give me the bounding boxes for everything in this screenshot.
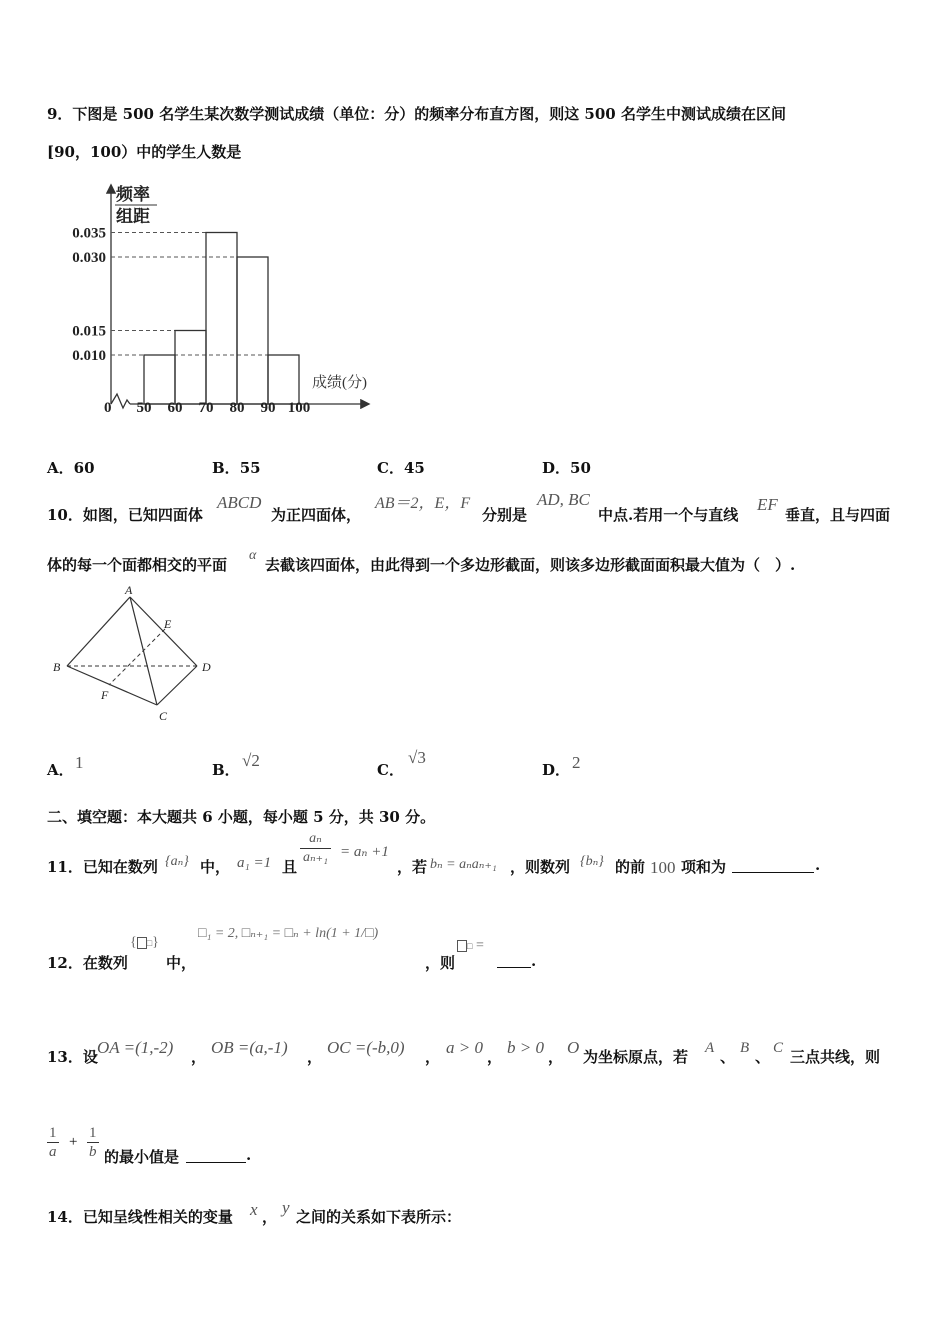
- q14-x: x: [250, 1200, 258, 1219]
- q10-alpha: α: [249, 548, 257, 563]
- q9-option-a: A．60: [47, 459, 95, 477]
- label-e: E: [164, 617, 172, 631]
- q10-option-c-letter: C．: [377, 761, 404, 779]
- label-a: A: [125, 583, 133, 597]
- q13-sep2: 、: [755, 1048, 771, 1066]
- q11-eq: = aₙ +1: [340, 844, 389, 860]
- q11-a1: a₁ =1: [237, 855, 272, 871]
- q13-comma4: ，: [487, 1048, 503, 1066]
- section-heading: 二、填空题：本大题共 6 小题，每小题 5 分，共 30 分。: [47, 808, 436, 826]
- q11-text1: 11．已知在数列: [47, 858, 158, 876]
- q13-plus: +: [69, 1134, 78, 1150]
- q14-text2: 之间的关系如下表所示：: [296, 1208, 462, 1226]
- q13-text1: 13．设: [47, 1048, 98, 1066]
- q13-ob: OB =(a,-1): [211, 1038, 288, 1057]
- x-axis-break: [111, 394, 130, 408]
- q11-frac-num: aₙ: [309, 831, 322, 846]
- q13-comma5: ，: [548, 1048, 564, 1066]
- q11-fraction: [300, 830, 331, 867]
- q11-seq: {aₙ}: [165, 854, 189, 869]
- q13-frac-1a: [47, 1124, 59, 1161]
- q10-text7: 去截该四面体，由此得到一个多边形截面，则该多边形截面面积最大值为（ ）.: [265, 556, 796, 574]
- x-tick-label: 60: [167, 400, 183, 416]
- histogram-bar: [268, 355, 299, 404]
- q10-ab: AB＝2，E，F: [375, 495, 471, 512]
- x-tick-label: 70: [198, 400, 214, 416]
- q13-frac-1b: [87, 1124, 99, 1161]
- q10-text3: 分别是: [482, 506, 528, 524]
- q10-text6: 体的每一个面都相交的平面: [47, 556, 228, 574]
- q13-end: .: [246, 1146, 252, 1164]
- q10-text5: 垂直，且与四面: [785, 506, 891, 524]
- q9-line2: [90，100）中的学生人数是: [47, 143, 242, 161]
- q13-pc: C: [773, 1040, 784, 1056]
- origin-label: 0: [104, 400, 112, 416]
- y-tick-label: 0.015: [72, 323, 106, 340]
- y-tick-label: 0.030: [72, 250, 106, 266]
- q13-comma3: ，: [425, 1048, 441, 1066]
- q11-text2: 中，: [200, 858, 231, 876]
- q11-bn: bₙ = aₙaₙ₊₁: [430, 857, 497, 872]
- placeholder-box-icon: [137, 937, 147, 949]
- placeholder-box-icon: [457, 940, 467, 952]
- q13-frac-1b-den: b: [89, 1144, 97, 1160]
- q13-b0: b > 0: [507, 1038, 544, 1057]
- q11-text3: 且: [282, 858, 298, 876]
- q10-option-d-value: 2: [572, 753, 581, 772]
- q12-an: □ =: [457, 938, 484, 954]
- q9-option-c: C．45: [377, 459, 425, 477]
- q12-end: .: [531, 952, 537, 970]
- q13-comma2: ，: [307, 1048, 323, 1066]
- edge-ab: [67, 597, 130, 666]
- q10-text4: 中点.若用一个与直线: [598, 506, 739, 524]
- q10-option-b-value: √2: [242, 751, 260, 770]
- q11-seq2: {bₙ}: [580, 854, 604, 869]
- q10-ef: EF: [757, 495, 778, 514]
- x-tick-label: 90: [260, 400, 276, 416]
- q13-o: O: [567, 1038, 580, 1057]
- x-tick-label: 100: [287, 400, 311, 416]
- histogram-chart: [40, 178, 385, 428]
- q13-frac-1b-num: 1: [89, 1125, 97, 1141]
- q10-adbc: AD, BC: [537, 490, 590, 509]
- label-d: D: [202, 660, 211, 674]
- q11-text5: ，则数列: [510, 858, 571, 876]
- x-axis-label: 成绩(分): [312, 375, 367, 391]
- q10-option-a-value: 1: [75, 753, 84, 772]
- q13-text2: 为坐标原点，若: [583, 1048, 689, 1066]
- q11-answer-blank: [732, 858, 814, 873]
- edge-ad: [130, 597, 197, 666]
- q12-text1: 12．在数列: [47, 954, 128, 972]
- q10-option-b-letter: B．: [212, 761, 240, 779]
- q12-formula: □₁ = 2, □ₙ₊₁ = □ₙ + ln(1 + 1/□): [198, 926, 379, 941]
- q9-option-b: B．55: [212, 459, 261, 477]
- q11-text4: ，若: [397, 858, 428, 876]
- y-tick-label: 0.035: [72, 225, 106, 242]
- x-tick-label: 50: [136, 400, 152, 416]
- y-label-bottom: 组距: [116, 207, 150, 226]
- edge-cd: [157, 666, 197, 705]
- histogram-bar: [237, 257, 268, 404]
- q13-pa: A: [705, 1040, 715, 1056]
- q13-a0: a > 0: [446, 1038, 483, 1057]
- q9-option-d: D．50: [542, 459, 591, 477]
- q13-sep1: 、: [720, 1048, 736, 1066]
- histogram-bar: [144, 355, 175, 404]
- tetrahedron-figure: [45, 582, 225, 727]
- q10-option-a-letter: A．: [47, 761, 74, 779]
- label-c: C: [159, 709, 168, 723]
- q11-frac-den: aₙ₊₁: [300, 848, 331, 867]
- x-tick-label: 80: [229, 400, 245, 416]
- histogram-bar: [206, 233, 237, 405]
- q13-answer-blank: [186, 1148, 246, 1163]
- q9-line1: 9．下图是 500 名学生某次数学测试成绩（单位：分）的频率分布直方图，则这 500 名学生中测试成绩在区间: [47, 105, 786, 123]
- q14-comma: ，: [262, 1208, 278, 1226]
- histogram-bar: [175, 331, 206, 405]
- q13-comma1: ，: [191, 1048, 207, 1066]
- q14-y: y: [282, 1198, 290, 1217]
- q10-abcd: ABCD: [217, 493, 262, 512]
- q13-pb: B: [740, 1040, 750, 1056]
- label-f: F: [101, 688, 109, 702]
- q13-oc: OC =(-b,0): [327, 1038, 405, 1057]
- segment-ef: [109, 629, 165, 685]
- y-label-top: 频率: [116, 185, 150, 204]
- q10-text1: 10．如图，已知四面体: [47, 506, 203, 524]
- edge-bc: [67, 666, 157, 705]
- q11-end: .: [815, 856, 821, 874]
- q13-text4: 的最小值是: [104, 1148, 180, 1166]
- q12-text3: ，则: [425, 954, 456, 972]
- q10-option-d-letter: D．: [542, 761, 571, 779]
- q12-answer-blank: [497, 953, 531, 968]
- q13-frac-1a-den: a: [49, 1144, 57, 1160]
- q12-text2: 中，: [166, 954, 197, 972]
- q14-text1: 14．已知呈线性相关的变量: [47, 1208, 233, 1226]
- y-tick-label: 0.010: [72, 348, 106, 364]
- q11-text7: 项和为: [681, 858, 727, 876]
- q11-text6: 的前: [615, 858, 646, 876]
- q13-oa: OA =(1,-2): [97, 1038, 174, 1057]
- q12-seq: { □}: [130, 935, 159, 950]
- q13-frac-1a-num: 1: [49, 1125, 57, 1141]
- q11-hundred: 100: [650, 858, 676, 877]
- label-b: B: [53, 660, 61, 674]
- q13-text3: 三点共线，则: [790, 1048, 881, 1066]
- q10-option-c-value: √3: [408, 748, 426, 767]
- q10-text2: 为正四面体，: [271, 506, 362, 524]
